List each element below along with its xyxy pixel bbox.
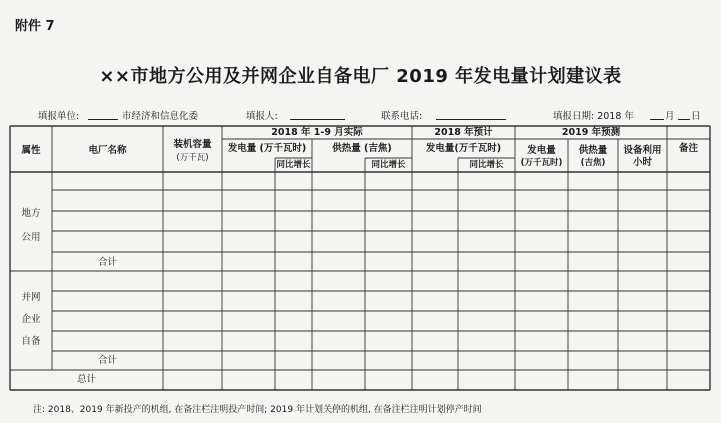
- yoy-gen-2018-forecast: 同比增长: [469, 160, 504, 170]
- group-2018-actual: 2018 年 1-9 月实际: [271, 127, 363, 138]
- attr-grid-1: 并网: [21, 292, 41, 303]
- phone-blank[interactable]: [436, 119, 506, 120]
- gen-2018-forecast: 发电量(万千瓦时): [425, 143, 502, 154]
- gen-2019: 发电量: [527, 145, 556, 156]
- attr-local-2: 公用: [21, 232, 41, 243]
- col-attr: 属性: [21, 145, 41, 156]
- util-hours-unit: 小时: [632, 157, 652, 168]
- annex-label: 附件 7: [15, 19, 55, 34]
- reporter-blank[interactable]: [290, 119, 345, 120]
- day-label: 日: [691, 111, 701, 122]
- subtotal-grid: 合计: [97, 355, 117, 366]
- page-title: ××市地方公用及并网企业自备电厂 2019 年发电量计划建议表: [99, 66, 622, 87]
- col-capacity-unit: (万千瓦): [176, 153, 209, 163]
- fill-info-row: [0, 108, 721, 124]
- util-hours: 设备利用: [623, 145, 662, 156]
- group-2018-forecast: 2018 年预计: [434, 127, 493, 138]
- reporter-label: 填报人:: [246, 111, 278, 122]
- yoy-gen-2018-actual: 同比增长: [276, 160, 311, 170]
- day-blank[interactable]: [678, 119, 690, 120]
- unit-label: 填报单位:: [38, 111, 80, 122]
- month-blank[interactable]: [650, 119, 664, 120]
- group-2019-forecast: 2019 年预测: [561, 127, 621, 138]
- month-label: 月: [665, 111, 675, 122]
- phone-label: 联系电话:: [381, 111, 423, 122]
- heat-2019-unit: (吉焦): [580, 158, 606, 168]
- heat-2019: 供热量: [578, 145, 608, 156]
- attr-grid-2: 企业: [21, 314, 41, 325]
- footnote: 注: 2018、2019 年新投产的机组, 在备注栏注明投产时间; 2019 年计划关停的机组, 在备注栏注明计划停产时间: [33, 405, 482, 415]
- col-capacity: 装机容量: [173, 139, 212, 150]
- date-label: 填报日期: 2018 年: [553, 111, 634, 122]
- unit-blank[interactable]: [88, 119, 118, 120]
- grand-total: 总计: [76, 374, 96, 385]
- gen-2019-unit: (万千瓦时): [520, 158, 563, 168]
- heat-2018-actual: 供热量 (吉焦): [332, 143, 392, 154]
- gen-2018-actual: 发电量 (万千瓦时): [227, 143, 307, 154]
- col-plant-name: 电厂名称: [88, 145, 127, 156]
- attr-local-1: 地方: [21, 208, 41, 219]
- col-remark: 备注: [678, 143, 698, 154]
- yoy-heat-2018-actual: 同比增长: [371, 160, 406, 170]
- unit-suffix: 市经济和信息化委: [122, 111, 199, 122]
- subtotal-local: 合计: [97, 257, 117, 268]
- attr-grid-3: 自备: [21, 336, 41, 347]
